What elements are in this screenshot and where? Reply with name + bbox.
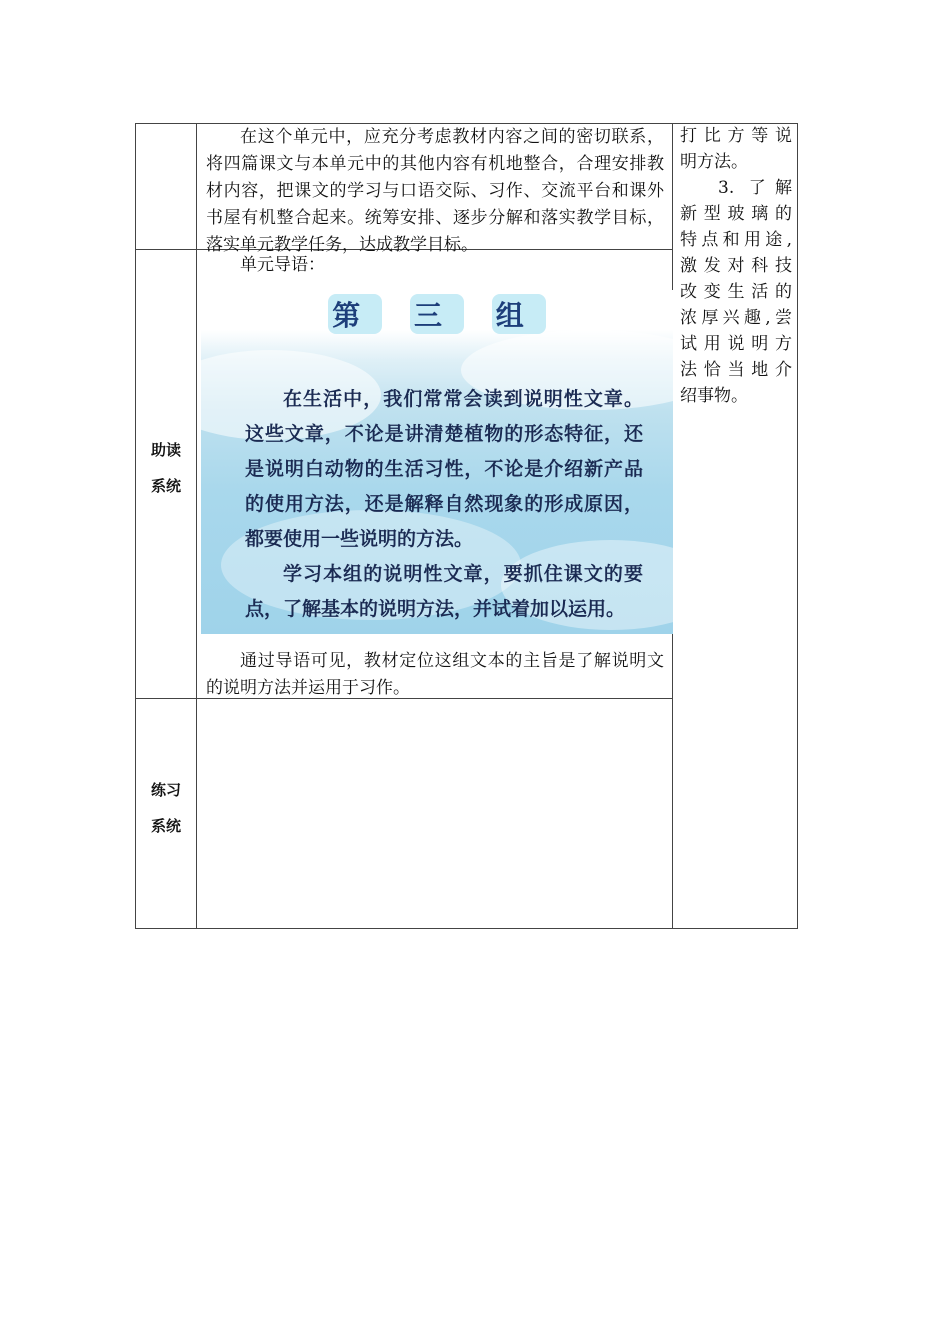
- row-label-lianxi-line1: 练习: [150, 781, 181, 799]
- right-line: 明方法。: [680, 152, 748, 172]
- reading-cell-conclusion: [206, 648, 664, 702]
- row-label-lianxi: [136, 772, 196, 844]
- right-line: 激发对科技: [680, 256, 792, 276]
- right-column-text: [680, 123, 792, 409]
- right-line: 新型玻璃的: [680, 204, 792, 224]
- right-line: 浓厚兴趣,尝: [680, 308, 792, 328]
- right-line: 法恰当地介: [680, 360, 792, 380]
- top-cell-paragraph: 在这个单元中，应充分考虑教材内容之间的密切联系，将四篇课文与本单元中的其他内容有机地整合，合理安排教材内容，把课文的学习与口语交际、习作、交流平台和课外书屋有机整合起来。统筹安排、逐步分解和落实教学目标，落实单元教学任务，达成教学目标。: [206, 127, 664, 255]
- row-label-zhudu-line2: 系统: [150, 477, 181, 495]
- intro-paragraph-1: 在生活中，我们常常会读到说明性文章。这些文章，不论是讲清楚植物的形态特征，还是说明白动物的生活习性，不论是介绍新产品的使用方法，还是解释自然现象的形成原因，都要使用一些说明的方法。: [245, 388, 643, 550]
- right-line: 改变生活的: [680, 282, 792, 302]
- intro-image-text: [245, 382, 643, 627]
- row-label-zhudu: [136, 432, 196, 504]
- conclusion-paragraph: 通过导语可见，教材定位这组文本的主旨是了解说明文的说明方法并运用于习作。: [206, 651, 664, 698]
- unit-intro-image: [201, 290, 673, 634]
- group-title-char: 第: [328, 294, 382, 334]
- row-label-zhudu-line1: 助读: [150, 441, 181, 459]
- row-label-lianxi-line2: 系统: [150, 817, 181, 835]
- reading-cell-heading: [206, 252, 664, 279]
- right-line: 绍事物。: [680, 386, 748, 406]
- table-border-bottom: [135, 928, 798, 929]
- top-cell-text: [206, 124, 664, 259]
- right-line: 打比方等说: [680, 126, 792, 146]
- column-divider-label: [196, 123, 197, 929]
- group-title-char: 三: [410, 294, 464, 334]
- table-border-right: [797, 123, 798, 929]
- right-line: 特点和用途,: [680, 230, 792, 250]
- right-line: 试用说明方: [680, 334, 792, 354]
- intro-paragraph-2: 学习本组的说明性文章，要抓住课文的要点，了解基本的说明方法，并试着加以运用。: [245, 563, 643, 620]
- group-title-char: 组: [492, 294, 546, 334]
- unit-intro-heading: 单元导语：: [240, 255, 325, 275]
- right-line: 3. 了解: [718, 178, 792, 198]
- group-title: [201, 294, 673, 334]
